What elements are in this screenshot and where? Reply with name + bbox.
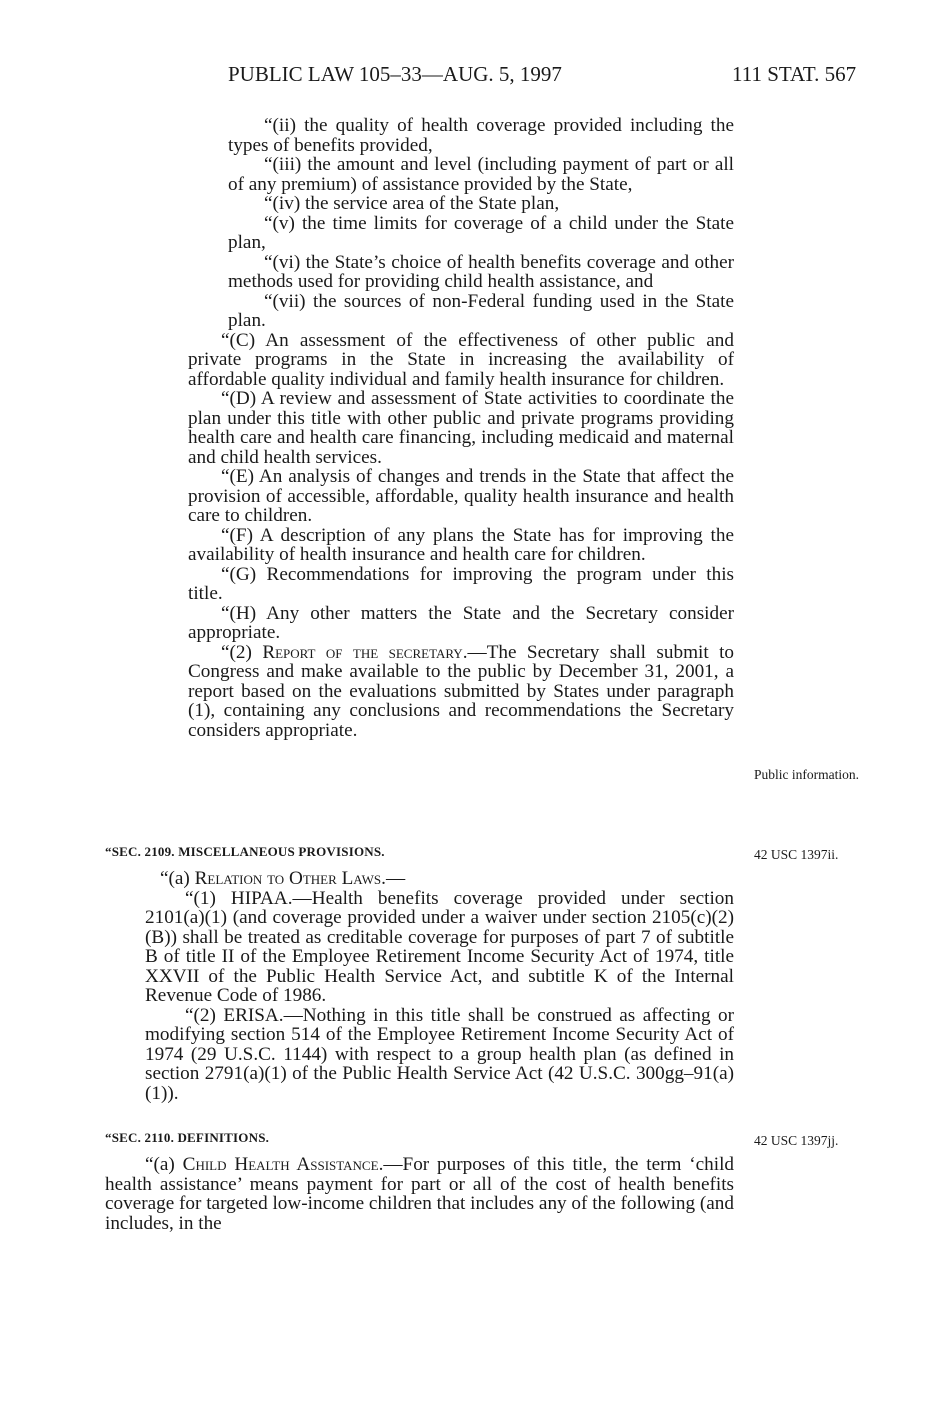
sec-2110-heading: “SEC. 2110. DEFINITIONS. — [105, 1130, 270, 1145]
item-c: “(C) An assessment of the effectiveness of other public and private programs in the State in increasing the availability of affordable quality individual and family health insurance for children. — [188, 329, 734, 390]
page-header — [0, 62, 943, 92]
item-vi: “(vi) the State’s choice of health benefits coverage and other methods used for providing child health assistance, and — [228, 251, 734, 292]
sec-2109-heading: “SEC. 2109. MISCELLANEOUS PROVISIONS. — [105, 844, 385, 859]
item-ii: “(ii) the quality of health coverage provided including the types of benefits provided, — [228, 115, 734, 156]
sec2110-a-prefix: “(a) — [145, 1154, 183, 1175]
sec-2110-body — [105, 1155, 734, 1233]
evaluation-items — [188, 116, 734, 740]
item-h: “(H) Any other matters the State and the Secretary consider appropriate. — [188, 602, 734, 643]
item-iii: “(iii) the amount and level (including payment of part or all of any premium) of assistance provided by the State, — [228, 154, 734, 195]
margin-note-usc-2109: 42 USC 1397ii. — [754, 847, 839, 862]
item-e: “(E) An analysis of changes and trends in the State that affect the provision of accessible, affordable, quality health insurance and health care to children. — [188, 466, 734, 526]
sec2109-a-suffix: .— — [381, 868, 406, 889]
erisa-paragraph: “(2) ERISA.—Nothing in this title shall be construed as affecting or modifying section 514 of the Employee Retirement Income Security Act of 1974 (29 U.S.C. 1144) with respect to a group health plan (as defined in section 2791(a)(1) of the Public Health Service Act (42 U.S.C. 300gg–91(a)(1)). — [145, 1004, 734, 1104]
report-heading: Report of the secretary — [262, 641, 463, 663]
report-of-secretary — [188, 643, 734, 741]
sec2109-a-heading: Relation to Other Laws — [194, 868, 382, 889]
hipaa-paragraph: “(1) HIPAA.—Health benefits coverage provided under section 2101(a)(1) (and coverage provided under a waiver under section 2105(c)(2)(B)) shall be treated as creditable coverage for purposes of part 7 of subtitle B of title II of the Employee Retirement Income Security Act of 1974, title XXVII of the Public Health Service Act, and subtitle K of the Internal Revenue Code of 1986. — [145, 887, 734, 1006]
stat-reference: 111 STAT. 567 — [732, 62, 857, 86]
item-g: “(G) Recommendations for improving the program under this title. — [188, 563, 734, 604]
sec-2109-body — [105, 869, 734, 1103]
page-title: PUBLIC LAW 105–33—AUG. 5, 1997 — [228, 62, 562, 86]
item-vii: “(vii) the sources of non-Federal funding used in the State plan. — [228, 290, 734, 331]
margin-note-public-information: Public information. — [754, 767, 859, 782]
report-text: .—The Secretary shall submit to Congress and make available to the public by December 31, 2001, a report based on the evaluations submitted by States under paragraph (1), containing any conclusions and recommendations the Secretary considers appropriate. — [188, 641, 734, 741]
item-v: “(v) the time limits for coverage of a child under the State plan, — [228, 212, 734, 253]
sec2110-a-text: .—For purposes of this title, the term ‘child health assistance’ means payment for part or all of the cost of health benefits coverage for targeted low-income children that includes any of the following (and includes, in the — [105, 1154, 735, 1234]
relation-to-other-laws — [105, 869, 734, 889]
child-health-assistance — [105, 1155, 734, 1233]
sec2109-a-prefix: “(a) — [160, 868, 195, 889]
sec2110-a-heading: Child Health Assistance — [182, 1154, 379, 1175]
report-prefix: “(2) — [221, 641, 263, 663]
item-f: “(F) A description of any plans the State has for improving the availability of health insurance and health care for children. — [188, 524, 734, 565]
margin-note-usc-2110: 42 USC 1397jj. — [754, 1133, 839, 1148]
item-d: “(D) A review and assessment of State activities to coordinate the plan under this title with other public and private programs providing health care and health care financing, including medicaid and maternal and child health services. — [188, 388, 734, 468]
item-iv: “(iv) the service area of the State plan, — [264, 193, 560, 214]
